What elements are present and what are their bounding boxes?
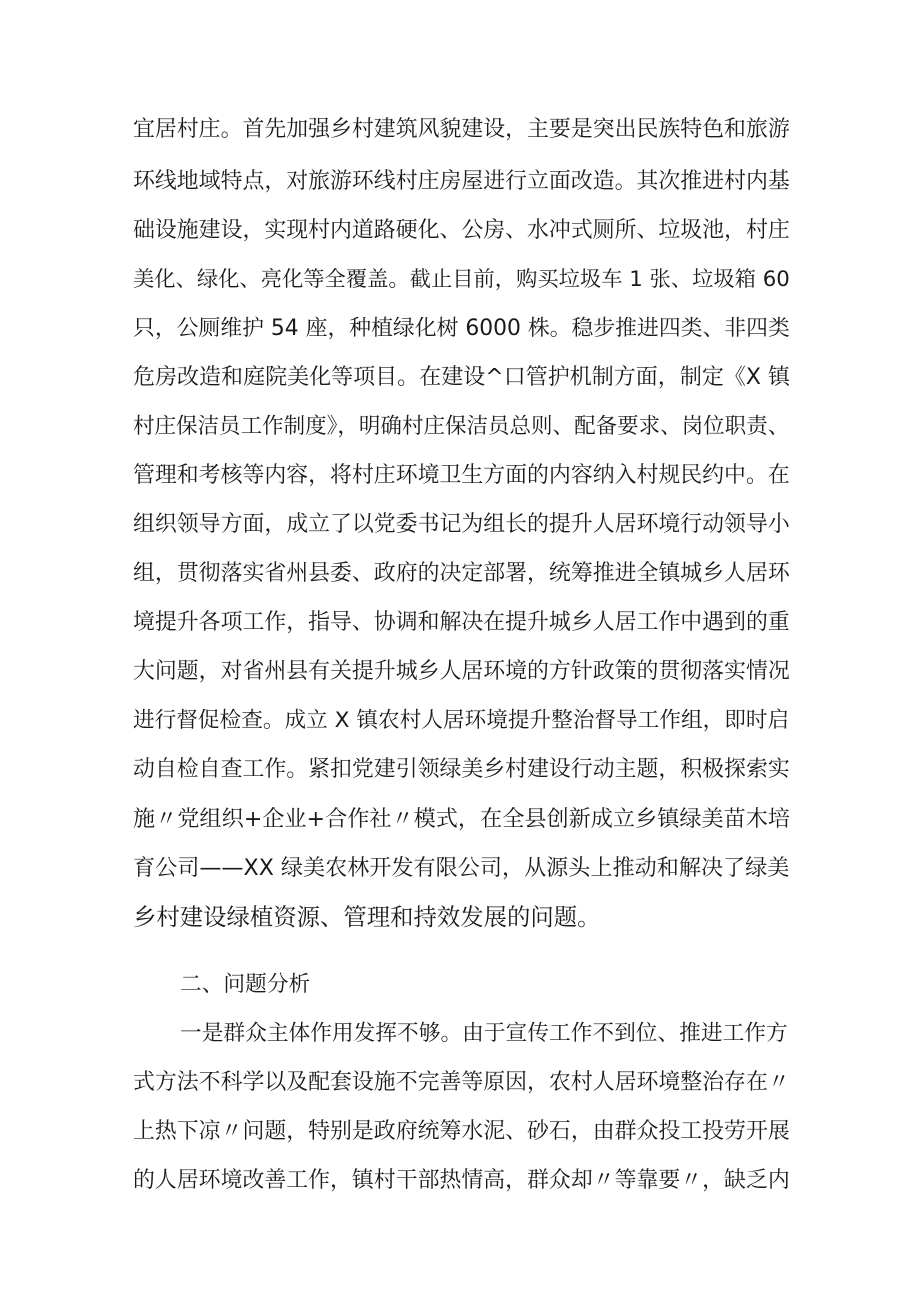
- text-line: 进行督促检查。成立 X 镇农村人居环境提升整治督导工作组，即时启: [133, 708, 790, 733]
- text-line: 环线地域特点，对旅游环线村庄房屋进行立面改造。其次推进村内基: [133, 169, 790, 194]
- text-line: 组织领导方面，成立了以党委书记为组长的提升人居环境行动领导小: [133, 512, 790, 537]
- text-line: 础设施建设，实现村内道路硬化、公房、水冲式厕所、垃圾池，村庄: [133, 218, 790, 243]
- text-line: 危房改造和庭院美化等项目。在建设^口管护机制方面，制定《X 镇: [133, 365, 790, 390]
- text-line: 式方法不科学以及配套设施不完善等原因，农村人居环境整治存在〃: [133, 1070, 790, 1095]
- text-line: 施〃党组织+企业+合作社〃模式，在全县创新成立乡镇绿美苗木培: [133, 806, 791, 832]
- text-line: 一是群众主体作用发挥不够。由于宣传工作不到位、推进工作方: [180, 1021, 788, 1046]
- text-line: 美化、绿化、亮化等全覆盖。截止目前，购买垃圾车 1 张、垃圾箱 60: [133, 267, 790, 292]
- text-line: 动自检自查工作。紧扣党建引领绿美乡村建设行动主题，积极探索实: [133, 757, 790, 782]
- text-line: 宜居村庄。首先加强乡村建筑风貌建设，主要是突出民族特色和旅游: [133, 117, 790, 142]
- section-heading: 二、问题分析: [180, 972, 311, 997]
- text-line: 组，贯彻落实省州县委、政府的决定部署，统筹推进全镇城乡人居环: [133, 561, 790, 586]
- text-line: 管理和考核等内容，将村庄环境卫生方面的内容纳入村规民约中。在: [133, 463, 790, 488]
- text-line: 的人居环境改善工作，镇村干部热情高，群众却〃等靠要〃，缺乏内: [133, 1168, 790, 1193]
- text-line: 乡村建设绿植资源、管理和持效发展的问题。: [133, 903, 601, 931]
- text-line: 村庄保洁员工作制度》，明确村庄保洁员总则、配备要求、岗位职责、: [133, 414, 790, 439]
- text-line: 育公司——XX 绿美农林开发有限公司，从源头上推动和解决了绿美: [133, 855, 790, 881]
- text-line: 境提升各项工作，指导、协调和解决在提升城乡人居工作中遇到的重: [133, 610, 790, 635]
- text-line: 只，公厕维护 54 座，种植绿化树 6000 株。稳步推进四类、非四类: [133, 316, 790, 341]
- text-line: 上热下凉〃问题，特别是政府统筹水泥、砂石，由群众投工投劳开展: [133, 1119, 790, 1144]
- text-line: 大问题，对省州县有关提升城乡人居环境的方针政策的贯彻落实情况: [133, 659, 790, 684]
